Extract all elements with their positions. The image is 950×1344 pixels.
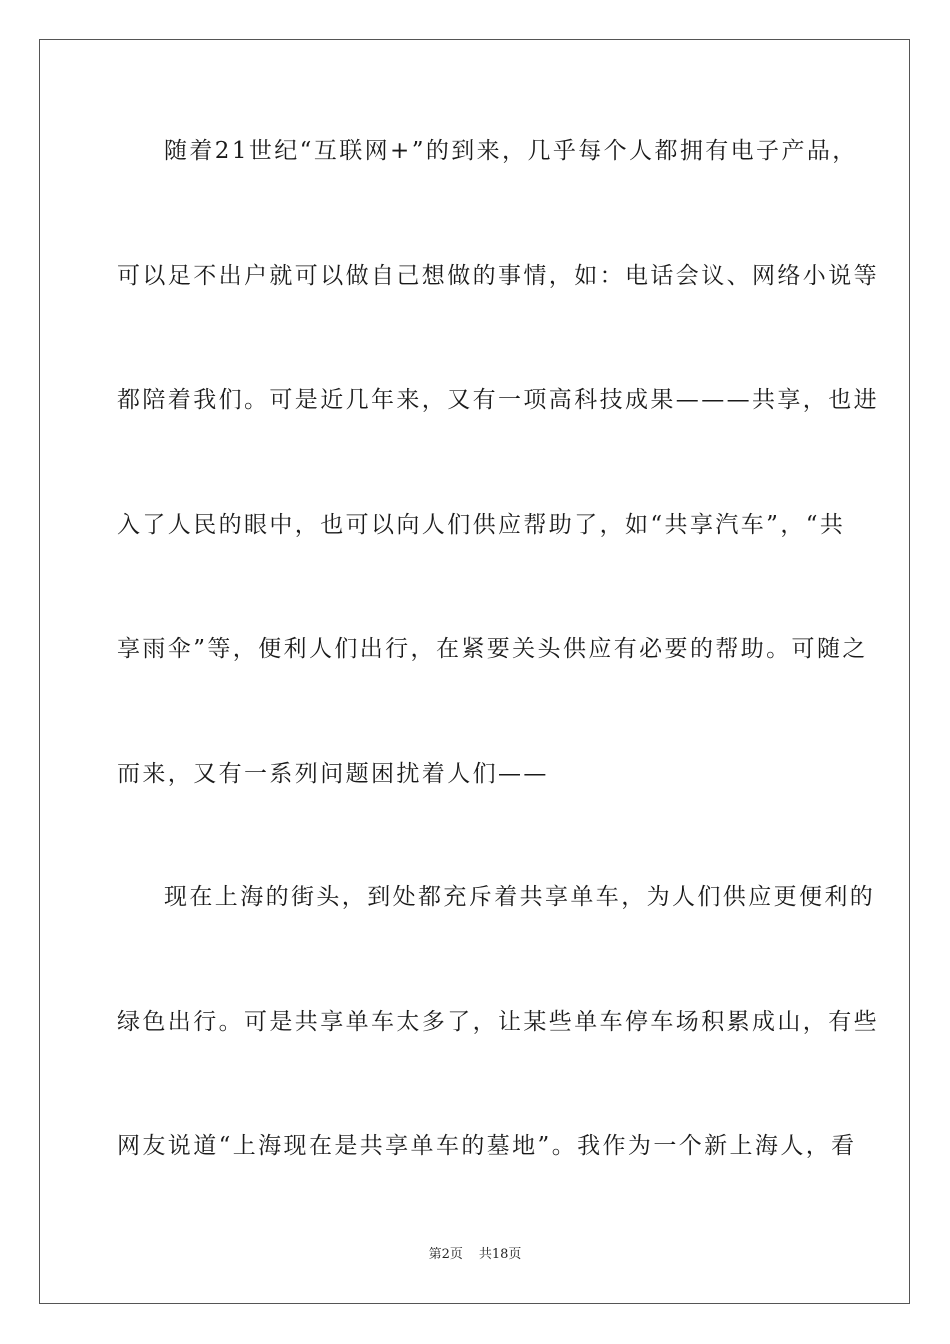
paragraph-1-line-5: 享雨伞”等，便利人们出行，在紧要关头供应有必要的帮助。可随之	[117, 636, 868, 662]
paragraph-1-line-1: 随着21世纪“互联网+”的到来，几乎每个人都拥有电子产品，	[164, 138, 858, 164]
paragraph-2-line-2: 绿色出行。可是共享单车太多了，让某些单车停车场积累成山，有些	[117, 1009, 879, 1035]
page-frame	[39, 39, 910, 1304]
paragraph-1-line-3: 都陪着我们。可是近几年来，又有一项高科技成果———共享，也进	[117, 387, 879, 413]
paragraph-2-line-1: 现在上海的街头，到处都充斥着共享单车，为人们供应更便利的	[164, 884, 876, 910]
paragraph-2-line-3: 网友说道“上海现在是共享单车的墓地”。我作为一个新上海人，看	[117, 1133, 857, 1159]
page-number: 第2页	[428, 1247, 463, 1262]
paragraph-1-line-6: 而来，又有一系列问题困扰着人们——	[117, 761, 549, 787]
page-footer	[0, 1246, 950, 1264]
paragraph-1-line-2: 可以足不出户就可以做自己想做的事情，如：电话会议、网络小说等	[117, 263, 879, 289]
paragraph-1-line-4: 入了人民的眼中，也可以向人们供应帮助了，如“共享汽车”，“共	[117, 512, 846, 538]
page-total: 共18页	[478, 1247, 522, 1262]
